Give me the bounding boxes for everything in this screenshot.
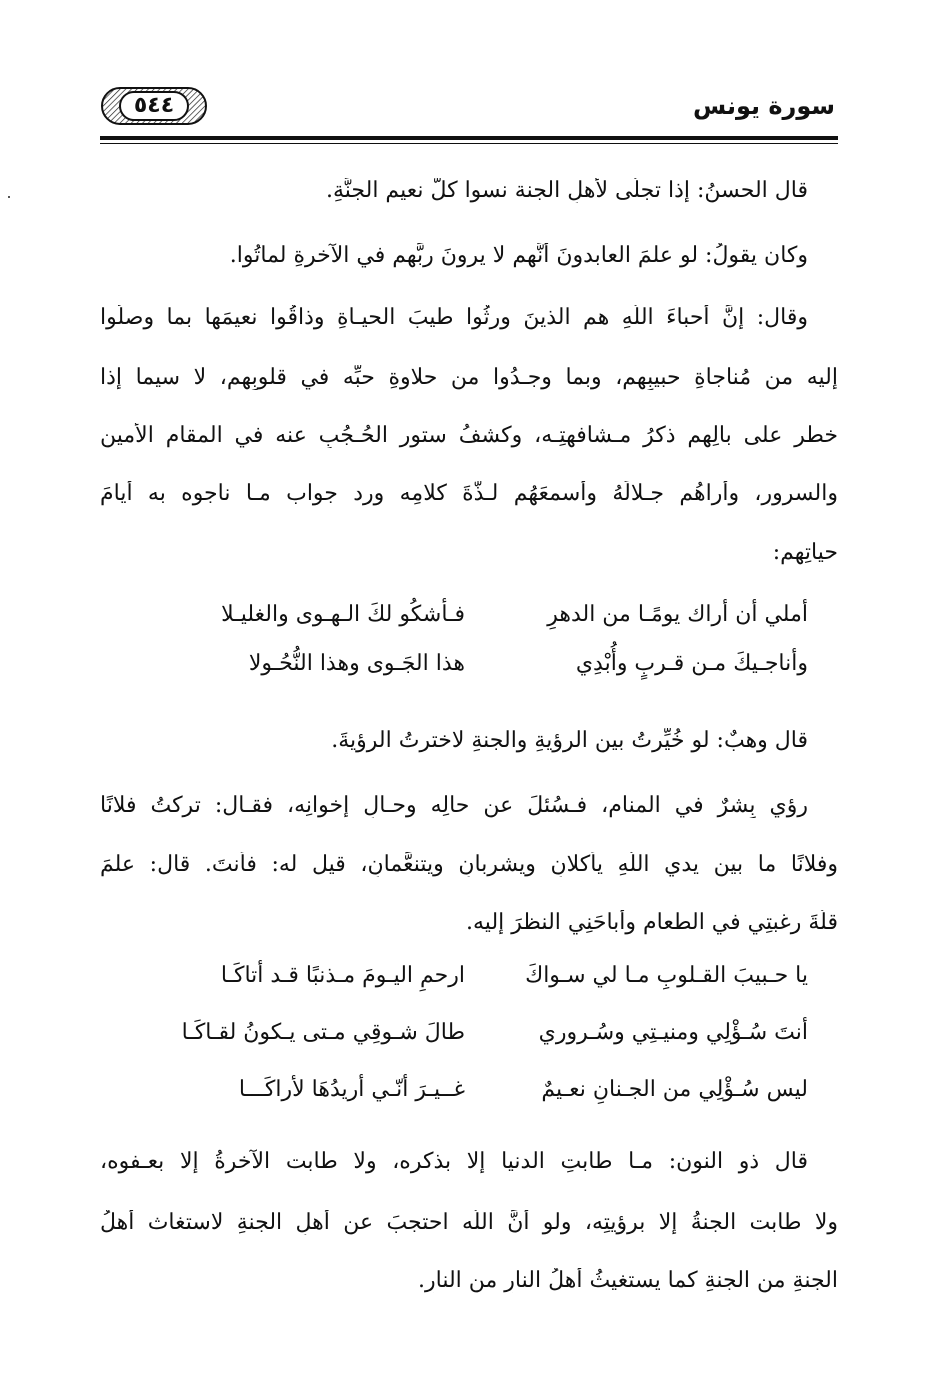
header-rule-thick	[100, 136, 838, 140]
text-line: قلَّةَ رغبتِي في الطعامِ وأباحَنِي النظرَ إليه.	[466, 910, 838, 935]
text-line: والسرورِ، وأراهُم جـلالَهُ وأسمعَهُم لـذَّةَ كلامِه ورد جواب مـا ناجوه به أيامَ	[100, 481, 838, 506]
text-line: رؤي بِشرٌ في المنامِ، فـسُئلَ عن حالِه وحـالِ إخوانِه، فقـال: تركتُ فلانًا	[100, 793, 808, 818]
text-line: قال الحسنُ: إذا تجلَّى لأهلِ الجنة نسوا كلَّ نعيمِ الجنَّةِ.	[326, 178, 808, 203]
text-line: وقال: إنَّ أحباءَ اللَّهِ هم الذينَ ورثُوا طيبَ الحيـاةِ وذاقُوا نعيمَها بما وصلُوا	[100, 305, 808, 330]
verse-first-half: أملي أن أراك يومًـا من الدهرِ	[547, 602, 808, 627]
page-header	[100, 86, 835, 134]
scan-speck	[8, 196, 10, 198]
verse-second-half: فـأشكُو لكَ الـهـوى والغليـلا	[221, 602, 465, 627]
verse-first-half: وأناجـيكَ مـن قـربٍ وأُبْدِي	[575, 651, 808, 676]
verse-second-half: غــيـرَ أنّـي أريدُهَا لأراكَـــا	[238, 1077, 465, 1102]
page-number-badge	[100, 86, 208, 126]
text-line: الجنةِ من الجنةِ كما يستغيثُ أهلُ النارِ من النارِ.	[418, 1268, 838, 1293]
verse-first-half: يا حـبيبَ القـلوبِ مـا لي سـواكَ	[525, 963, 808, 988]
text-line: قال وهبٌ: لو خُيِّرتُ بين الرؤيةِ والجنةِ لاخترتُ الرؤيةَ.	[331, 728, 808, 753]
verse-second-half: ارحمِ اليـومَ مـذنبًا قـد أتاكَـا	[220, 963, 465, 988]
verse-second-half: هذا الجَـوى وهذا النُّحُـولا	[248, 651, 465, 676]
running-title: سورة يونس	[693, 92, 835, 120]
verse-first-half: ليس سُـؤْلِي من الجـنانِ نعـيمٌ	[541, 1077, 808, 1102]
text-line: وكان يقولُ: لو علمَ العابدونَ أنَّهم لا يرونَ ربَّهم في الآخرةِ لماتُوا.	[229, 243, 808, 268]
text-line: حياتِهِم:	[772, 540, 838, 565]
header-rule-thin	[100, 143, 838, 144]
text-line: قال ذو النون: مـا طابتِ الدنيا إلا بذكرِه، ولا طابت الآخرةُ إلا بعـفوِه،	[100, 1149, 808, 1174]
verse-first-half: أنتَ سُـؤْلِي ومنيـتِي وسُـروري	[538, 1020, 808, 1045]
text-line: ولا طابت الجنةُ إلا برؤيتِه، ولو أنَّ اللَّه احتجبَ عن أهلِ الجنةِ لاستغاث أهلُ	[100, 1210, 838, 1235]
text-line: وفلانًا ما بين يدي اللَّهِ يأكلانِ ويشربانِ ويتنعَّمانِ، قيل له: فأنتَ. قال: علمَ	[100, 852, 838, 877]
verse-second-half: طالَ شـوقِي مـتى يـكونُ لقـاكَـا	[181, 1020, 465, 1045]
text-line: خطر على بالِهم ذكرُ مـشافهتِـه، وكشفُ ستورِ الحُـجُبِ عنه في المقامِ الأمينِ	[100, 423, 838, 448]
text-line: إليه من مُناجاةِ حبيبِهم، وبما وجـدُوا من حلاوةِ حبِّه في قلوبِهم، لا سيما إذا	[100, 365, 838, 390]
page-number: ٥٤٤	[133, 93, 175, 118]
